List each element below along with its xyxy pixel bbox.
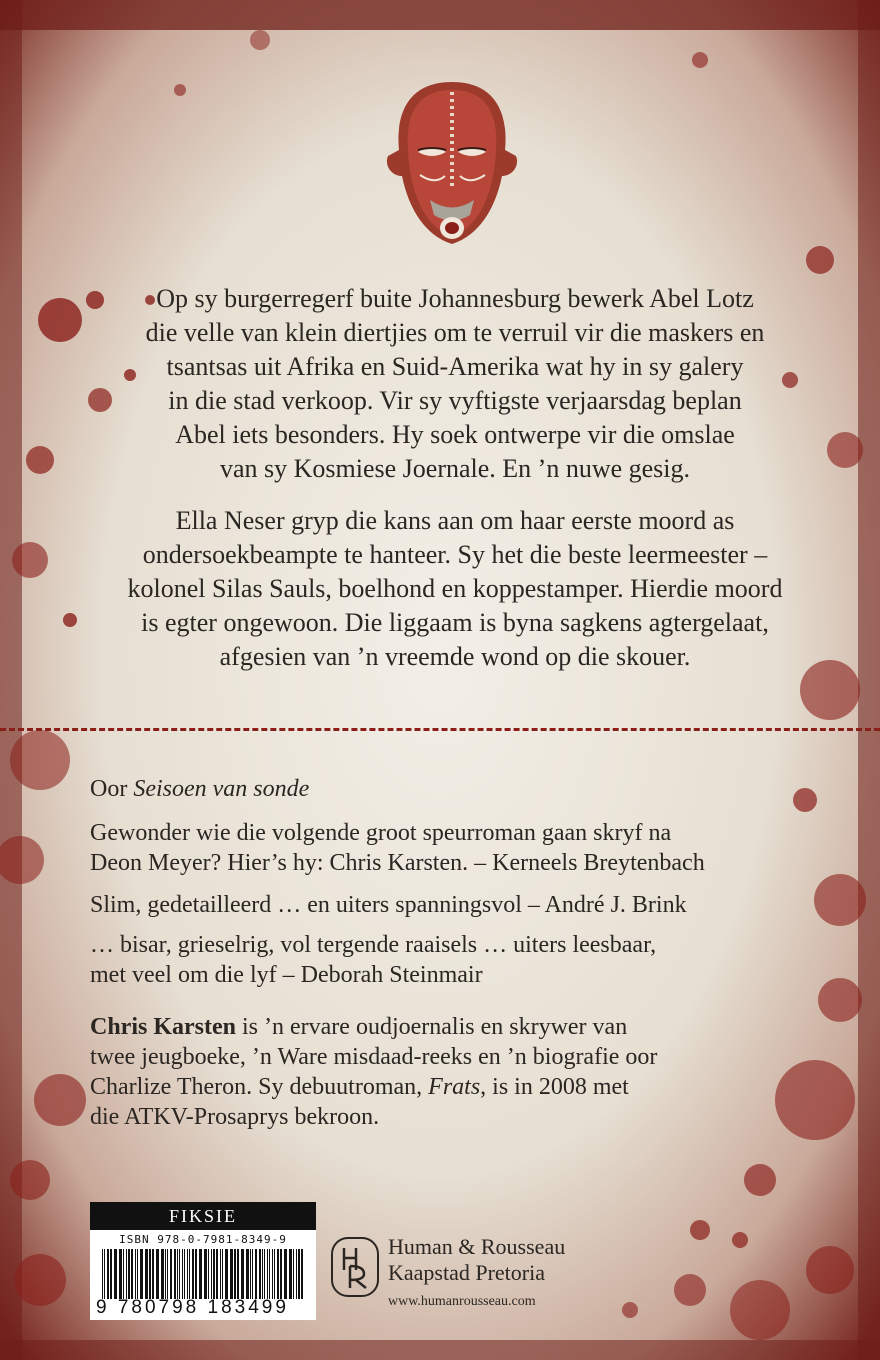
barcode-bar xyxy=(213,1249,215,1299)
barcode-bar xyxy=(264,1249,265,1299)
synopsis-line: Op sy burgerregerf buite Johannesburg bewerk Abel Lotz xyxy=(156,284,754,313)
barcode-bar xyxy=(237,1249,239,1299)
synopsis-line: afgesien van ’n vreemde wond op die skouer. xyxy=(219,642,691,671)
barcode-bar xyxy=(225,1249,228,1299)
barcode-bar xyxy=(230,1249,233,1299)
barcode-bar xyxy=(289,1249,292,1299)
barcode-bar xyxy=(187,1249,188,1299)
barcode-bar xyxy=(131,1249,133,1299)
barcode-bar xyxy=(170,1249,172,1299)
quote-line: Deon Meyer? Hier’s hy: Chris Karsten. – Kerneels Breytenbach xyxy=(90,850,705,876)
bio-text: die ATKV-Prosaprys bekroon. xyxy=(90,1104,380,1130)
review-quote-2 xyxy=(90,890,810,920)
review-quote-1 xyxy=(90,818,810,878)
barcode-bar xyxy=(119,1249,122,1299)
barcode-bar xyxy=(182,1249,183,1299)
publisher-logo-icon xyxy=(330,1236,380,1298)
author-name: Chris Karsten xyxy=(90,1014,236,1040)
quote-line: met veel om die lyf – Deborah Steinmair xyxy=(90,962,483,988)
barcode-bar xyxy=(195,1249,197,1299)
barcode-bar xyxy=(104,1249,105,1299)
barcode-bar xyxy=(165,1249,166,1299)
barcode-bar xyxy=(216,1249,218,1299)
barcode-bar xyxy=(152,1249,154,1299)
bio-text: twee jeugboeke, ’n Ware misdaad-reeks en ’n biografie oor xyxy=(90,1044,658,1070)
barcode-bar xyxy=(189,1249,190,1299)
review-quote-3 xyxy=(90,930,810,990)
synopsis-paragraph-2 xyxy=(90,504,820,674)
barcode-bar xyxy=(272,1249,273,1299)
barcode-bar xyxy=(174,1249,176,1299)
barcode-bar xyxy=(149,1249,151,1299)
debut-title: Frats xyxy=(428,1074,481,1100)
barcode-bar xyxy=(246,1249,249,1299)
barcode-bar xyxy=(107,1249,109,1299)
synopsis-line: die velle van klein diertjies om te verruil vir die maskers en xyxy=(145,318,765,347)
synopsis-line: van sy Kosmiese Joernale. En ’n nuwe gesig. xyxy=(219,454,691,483)
barcode-bar xyxy=(211,1249,212,1299)
barcode-bar xyxy=(135,1249,136,1299)
barcode-bar xyxy=(140,1249,143,1299)
barcode-bar xyxy=(137,1249,138,1299)
barcode xyxy=(98,1249,308,1299)
barcode-bar xyxy=(262,1249,263,1299)
synopsis-line: Ella Neser gryp die kans aan om haar eerste moord as xyxy=(175,506,735,535)
barcode-bar xyxy=(222,1249,223,1299)
synopsis-line: kolonel Silas Sauls, boelhond en koppestamper. Hierdie moord xyxy=(127,574,783,603)
barcode-bar xyxy=(267,1249,268,1299)
barcode-bar xyxy=(259,1249,261,1299)
barcode-bar xyxy=(126,1249,127,1299)
reviews-book-title: Seisoen van sonde xyxy=(133,776,310,802)
barcode-bar xyxy=(199,1249,202,1299)
barcode-bar xyxy=(184,1249,185,1299)
barcode-bar xyxy=(269,1249,270,1299)
barcode-bar xyxy=(192,1249,194,1299)
quote-line: … bisar, grieselrig, vol tergende raaisels … uiters leesbaar, xyxy=(90,932,657,958)
quote-line: Slim, gedetailleerd … en uiters spanningsvol – André J. Brink xyxy=(90,892,687,918)
barcode-number: 9 780798 183499 xyxy=(96,1297,289,1318)
author-bio xyxy=(90,1012,810,1132)
barcode-bar xyxy=(179,1249,180,1299)
barcode-bar xyxy=(161,1249,164,1299)
barcode-bar xyxy=(145,1249,148,1299)
barcode-bar xyxy=(301,1249,303,1299)
genre-label: FIKSIE xyxy=(90,1202,316,1230)
bio-text: is ’n ervare oudjoernalis en skrywer van xyxy=(236,1014,628,1040)
synopsis-line: in die stad verkoop. Vir sy vyftigste verjaarsdag beplan xyxy=(168,386,742,415)
synopsis-line: ondersoekbeampte te hanteer. Sy het die beste leermeester – xyxy=(142,540,768,569)
synopsis-line: tsantsas uit Afrika en Suid-Amerika wat hy in sy galery xyxy=(166,352,744,381)
publisher-name: Human & Rousseau xyxy=(388,1234,566,1259)
barcode-bar xyxy=(204,1249,207,1299)
barcode-bar xyxy=(156,1249,159,1299)
reviews-heading-prefix: Oor xyxy=(90,776,128,802)
synopsis-line: is egter ongewoon. Die liggaam is byna sagkens agtergelaat, xyxy=(141,608,769,637)
reviews-heading xyxy=(90,774,810,804)
bio-text: , is in 2008 met xyxy=(480,1074,629,1100)
barcode-bar xyxy=(252,1249,253,1299)
barcode-bar xyxy=(167,1249,168,1299)
barcode-bar xyxy=(102,1249,103,1299)
barcode-bar xyxy=(293,1249,294,1299)
barcode-bar xyxy=(277,1249,279,1299)
isbn-text: ISBN 978-0-7981-8349-9 xyxy=(119,1233,287,1246)
barcode-bar xyxy=(296,1249,297,1299)
barcode-bar xyxy=(255,1249,257,1299)
barcode-bar xyxy=(220,1249,221,1299)
publisher-cities: Kaapstad Pretoria xyxy=(388,1260,545,1285)
barcode-bar xyxy=(234,1249,236,1299)
barcode-bar xyxy=(208,1249,209,1299)
barcode-bar xyxy=(123,1249,124,1299)
publisher-url[interactable]: www.humanrousseau.com xyxy=(388,1294,536,1309)
synopsis-paragraph-1 xyxy=(90,282,820,486)
synopsis-line: Abel iets besonders. Hy soek ontwerpe vir die omslae xyxy=(175,420,735,449)
barcode-bar xyxy=(128,1249,130,1299)
barcode-bar xyxy=(298,1249,300,1299)
barcode-bar xyxy=(280,1249,282,1299)
barcode-bar xyxy=(114,1249,117,1299)
dashed-divider xyxy=(0,728,880,731)
barcode-bar xyxy=(110,1249,112,1299)
barcode-bar xyxy=(284,1249,287,1299)
barcode-bar xyxy=(241,1249,244,1299)
barcode-bar xyxy=(177,1249,178,1299)
isbn-barcode-block xyxy=(90,1202,316,1320)
barcode-bar xyxy=(250,1249,251,1299)
quote-line: Gewonder wie die volgende groot speurroman gaan skryf na xyxy=(90,820,672,846)
bio-text: Charlize Theron. Sy debuutroman, xyxy=(90,1074,429,1100)
barcode-bar xyxy=(274,1249,275,1299)
